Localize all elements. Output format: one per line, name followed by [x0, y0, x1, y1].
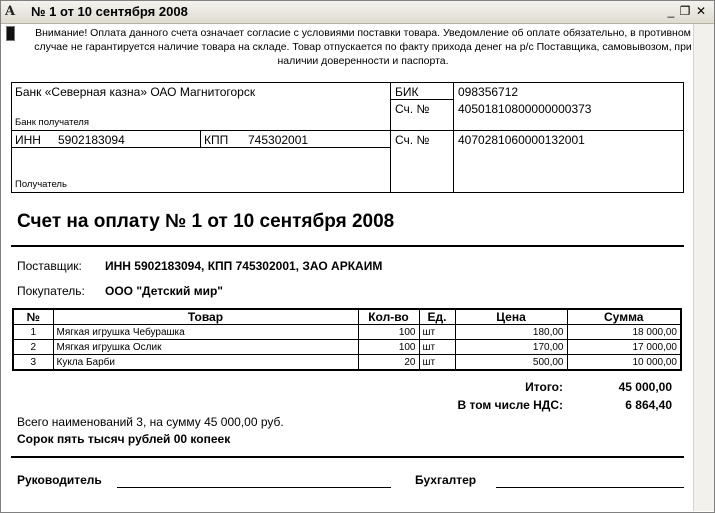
row-unit: шт — [419, 340, 455, 355]
items-summary: Всего наименований 3, на сумму 45 000,00 руб. — [17, 415, 284, 429]
signature-divider — [11, 456, 684, 458]
table-row — [13, 325, 681, 340]
bank-name: Банк «Северная казна» ОАО Магнитогорск — [15, 85, 256, 99]
director-signature-line — [117, 487, 391, 488]
row-number: 2 — [13, 340, 53, 355]
column-header: № — [13, 309, 53, 325]
row-sum: 18 000,00 — [567, 325, 681, 340]
minimize-icon[interactable]: _ — [667, 4, 675, 18]
accountant-label: Бухгалтер — [415, 473, 477, 487]
recipient-bank-caption: Банк получателя — [15, 117, 89, 128]
kpp-value: 745302001 — [248, 133, 309, 147]
vertical-scrollbar[interactable] — [693, 24, 714, 511]
window-title: № 1 от 10 сентября 2008 — [31, 4, 188, 19]
close-icon[interactable]: ✕ — [695, 4, 707, 18]
row-price: 180,00 — [455, 325, 567, 340]
inn-label: ИНН — [15, 133, 41, 147]
table-header-row — [13, 309, 681, 325]
row-number: 1 — [13, 325, 53, 340]
corr-account-label: Сч. № — [395, 102, 430, 116]
buyer-value: ООО "Детский мир" — [105, 284, 223, 298]
recipient-caption: Получатель — [15, 179, 67, 190]
row-price: 170,00 — [455, 340, 567, 355]
corr-account-value: 40501810800000000373 — [458, 102, 592, 116]
table-row — [13, 355, 681, 371]
title-divider — [11, 245, 684, 247]
row-sum: 10 000,00 — [567, 355, 681, 371]
buyer-label: Покупатель: — [17, 284, 85, 298]
row-sum: 17 000,00 — [567, 340, 681, 355]
bik-value: 098356712 — [458, 85, 519, 99]
column-header: Ед. — [419, 309, 455, 325]
total-label: Итого: — [525, 380, 563, 394]
amount-in-words: Сорок пять тысяч рублей 00 копеек — [17, 432, 231, 446]
column-header: Сумма — [567, 309, 681, 325]
vat-label: В том числе НДС: — [457, 398, 563, 412]
goods-table — [12, 308, 682, 371]
invoice-title: Счет на оплату № 1 от 10 сентября 2008 — [17, 211, 395, 232]
row-unit: шт — [419, 355, 455, 371]
payment-warning: Внимание! Оплата данного счета означает согласие с условиями поставки товара. Уведомление об оплате обязательно, в противном случае не гарантируется наличие товара на складе. Товар отпускается по факту прихода денег на р/с Поставщика, самовывозом, при наличии доверенности и паспорта. — [34, 27, 692, 67]
document-app-icon[interactable]: A — [5, 4, 16, 19]
column-header: Цена — [455, 309, 567, 325]
row-product: Кукла Барби — [53, 355, 358, 371]
total-value: 45 000,00 — [618, 380, 672, 394]
inn-value: 5902183094 — [58, 133, 125, 147]
accountant-signature-line — [496, 487, 684, 488]
text-cursor — [6, 26, 15, 41]
row-product: Мягкая игрушка Чебурашка — [53, 325, 358, 340]
account-label: Сч. № — [395, 133, 430, 147]
bik-label: БИК — [395, 85, 419, 99]
maximize-icon[interactable]: ❐ — [679, 4, 691, 18]
supplier-label: Поставщик: — [17, 259, 82, 273]
row-unit: шт — [419, 325, 455, 340]
row-number: 3 — [13, 355, 53, 371]
director-label: Руководитель — [17, 473, 102, 487]
account-value: 40702810600001320​01 — [458, 133, 585, 147]
row-price: 500,00 — [455, 355, 567, 371]
title-bar[interactable] — [1, 1, 714, 24]
table-row — [13, 340, 681, 355]
row-product: Мягкая игрушка Ослик — [53, 340, 358, 355]
row-quantity: 100 — [358, 325, 419, 340]
bank-details-box — [11, 82, 684, 193]
row-quantity: 20 — [358, 355, 419, 371]
column-header: Кол-во — [358, 309, 419, 325]
kpp-label: КПП — [204, 133, 229, 147]
vat-value: 6 864,40 — [625, 398, 672, 412]
supplier-value: ИНН 5902183094, КПП 745302001, ЗАО АРКАИМ — [105, 259, 383, 273]
row-quantity: 100 — [358, 340, 419, 355]
column-header: Товар — [53, 309, 358, 325]
